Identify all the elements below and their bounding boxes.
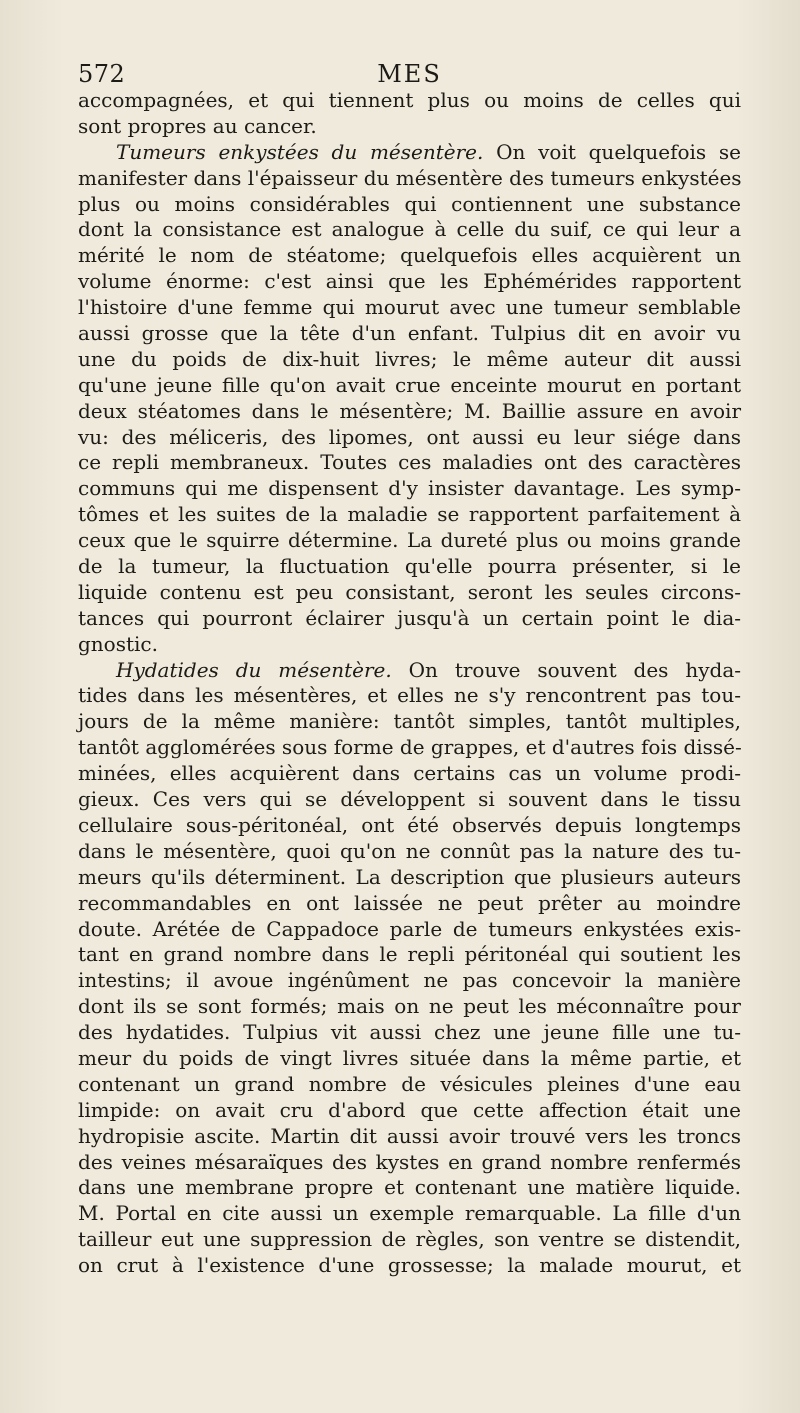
text-line: ceux que le squirre détermine. La dureté plus ou moins grande — [78, 528, 741, 553]
text-line: l'histoire d'une femme qui mourut avec une tumeur semblable — [78, 295, 741, 320]
text-line: volume énorme: c'est ainsi que les Ephémérides rapportent — [78, 269, 741, 294]
text-line: plus ou moins considérables qui contiennent une substance — [78, 191, 741, 216]
text-line: tantôt agglomérées sous forme de grappes, et d'autres fois dissé- — [78, 735, 742, 760]
text-line: dont ils se sont formés; mais on ne peut les méconnaître pour — [78, 994, 741, 1019]
text-line: vu: des méliceris, des lipomes, ont aussi eu leur siége dans — [78, 424, 741, 449]
text-line: sont propres au cancer. — [78, 113, 317, 138]
text-line: hydropisie ascite. Martin dit aussi avoir trouvé vers les troncs — [78, 1123, 741, 1148]
text-line: deux stéatomes dans le mésentère; M. Baillie assure en avoir — [78, 398, 741, 423]
text-line: liquide contenu est peu consistant, seront les seules circons- — [78, 579, 741, 604]
text-line: minées, elles acquièrent dans certains cas un volume prodi- — [78, 761, 741, 786]
text-line: communs qui me dispensent d'y insister davantage. Les symp- — [78, 476, 741, 501]
text-line: M. Portal en cite aussi un exemple remarquable. La fille d'un — [78, 1201, 741, 1226]
text-line: tômes et les suites de la maladie se rapportent parfaitement à — [78, 502, 741, 527]
text-line: limpide: on avait cru d'abord que cette affection était une — [78, 1097, 741, 1122]
text-line: meurs qu'ils déterminent. La description que plusieurs auteurs — [78, 864, 741, 889]
text-line: tailleur eut une suppression de règles, son ventre se distendit, — [78, 1227, 741, 1252]
text-line: on crut à l'existence d'une grossesse; la malade mourut, et — [78, 1253, 741, 1278]
text-line: doute. Arétée de Cappadoce parle de tumeurs enkystées exis- — [78, 916, 741, 941]
text-line: manifester dans l'épaisseur du mésentère des tumeurs enkystées — [78, 165, 742, 190]
text-line: qu'une jeune fille qu'on avait crue enceinte mourut en portant — [78, 372, 741, 397]
text-line: gnostic. — [78, 631, 158, 656]
text-line: cellulaire sous-péritonéal, ont été observés depuis longtemps — [78, 812, 741, 837]
section-heading-line — [78, 658, 741, 684]
text-line: dans une membrane propre et contenant une matière liquide. — [78, 1175, 741, 1200]
text-line: des veines mésaraïques des kystes en grand nombre renfermés — [78, 1149, 741, 1174]
text-fragment: On voit quelquefois se — [483, 139, 742, 164]
section-heading-line — [78, 140, 741, 166]
section-heading-hydatides: Hydatides du mésentère. — [116, 657, 392, 682]
text-line: tides dans les mésentères, et elles ne s'y rencontrent pas tou- — [78, 683, 741, 708]
text-line: une du poids de dix-huit livres; le même auteur dit aussi — [78, 346, 741, 371]
section-heading-tumeurs: Tumeurs enkystées du mésentère. — [116, 139, 484, 164]
text-line: intestins; il avoue ingénûment ne pas concevoir la manière — [78, 968, 741, 993]
text-fragment: On trouve souvent des hyda- — [391, 657, 741, 682]
text-line: accompagnées, et qui tiennent plus ou moins de celles qui — [78, 88, 741, 112]
text-line: recommandables en ont laissée ne peut prêter au moindre — [78, 890, 741, 915]
text-line: jours de la même manière: tantôt simples, tantôt multiples, — [78, 709, 741, 734]
text-line: dont la consistance est analogue à celle du suif, ce qui leur a — [78, 217, 741, 242]
text-line: des hydatides. Tulpius vit aussi chez une jeune fille une tu- — [78, 1020, 741, 1045]
text-line: contenant un grand nombre de vésicules pleines d'une eau — [78, 1071, 741, 1096]
page-header — [78, 58, 741, 90]
text-line: mérité le nom de stéatome; quelquefois elles acquièrent un — [78, 243, 741, 268]
text-line: tant en grand nombre dans le repli péritonéal qui soutient les — [78, 942, 741, 967]
page-number: 572 — [78, 60, 126, 88]
text-line: gieux. Ces vers qui se développent si souvent dans le tissu — [78, 787, 741, 812]
text-line: dans le mésentère, quoi qu'on ne connût pas la nature des tu- — [78, 838, 741, 863]
text-line: ce repli membraneux. Toutes ces maladies ont des caractères — [78, 450, 741, 475]
text-line: tances qui pourront éclairer jusqu'à un certain point le dia- — [78, 605, 741, 630]
running-head: MES — [377, 60, 442, 88]
text-line: aussi grosse que la tête d'un enfant. Tulpius dit en avoir vu — [78, 321, 741, 346]
text-line: de la tumeur, la fluctuation qu'elle pourra présenter, si le — [78, 554, 741, 579]
text-line: meur du poids de vingt livres située dans la même partie, et — [78, 1045, 741, 1070]
body-text — [78, 88, 741, 1279]
